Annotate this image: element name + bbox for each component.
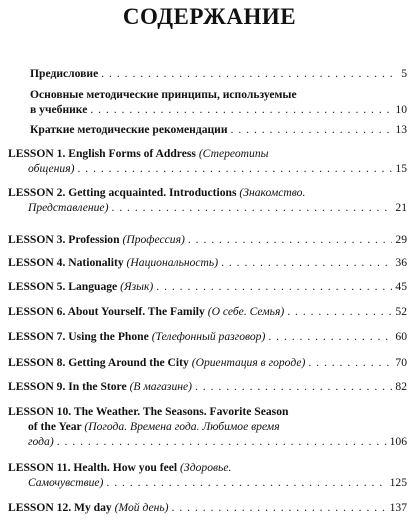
toc-entry-lesson-11 — [8, 460, 407, 490]
toc-page-number: 15 — [395, 162, 407, 175]
toc-entry-principles — [30, 87, 407, 117]
lesson-title: LESSON 5. Language — [8, 280, 118, 293]
toc-page-number: 45 — [395, 280, 407, 293]
lesson-title-continued: of the Year — [28, 420, 82, 433]
lesson-title: LESSON 9. In the Store — [8, 380, 127, 393]
dot-leader — [57, 434, 387, 449]
dot-leader — [111, 200, 392, 215]
lesson-title: LESSON 10. The Weather. The Seasons. Favorite Season — [8, 405, 289, 418]
toc-entry-lesson-9 — [8, 379, 407, 394]
lesson-title: LESSON 12. My day — [8, 501, 112, 514]
toc-page-number: 60 — [395, 330, 407, 343]
dot-leader — [221, 255, 392, 270]
lesson-title: LESSON 1. English Forms of Address — [8, 147, 196, 160]
lesson-translation: (Стереотипы — [198, 147, 269, 160]
toc-page-number: 10 — [395, 103, 407, 116]
lesson-title: LESSON 3. Profession — [8, 233, 120, 246]
toc-page-number: 125 — [389, 476, 407, 489]
dot-leader — [172, 500, 387, 515]
toc-entry-text: Предисловие — [30, 67, 99, 80]
lesson-translation: (Здоровье. — [180, 461, 232, 474]
toc-entry-lesson-12 — [8, 500, 407, 515]
toc-page-number: 137 — [389, 501, 407, 514]
lesson-translation: (Погода. Времена года. Любимое время — [84, 420, 280, 433]
toc-entry-lesson-7 — [8, 329, 407, 344]
lesson-title: LESSON 2. Getting acquainted. Introductions — [8, 186, 237, 199]
toc-entry-lesson-6 — [8, 304, 407, 319]
toc-entry-lesson-4 — [8, 255, 407, 270]
lesson-translation: (Телефонный разговор) — [151, 330, 266, 343]
dot-leader — [106, 475, 386, 490]
toc-entry-lesson-5 — [8, 279, 407, 294]
lesson-translation-continued: Представление) — [28, 201, 109, 214]
toc-page-number: 106 — [389, 435, 407, 448]
lesson-translation: (О себе. Семья) — [207, 305, 285, 318]
toc-page-number: 36 — [395, 256, 407, 269]
toc-entry-lesson-2 — [8, 185, 407, 215]
toc-entry-lesson-1 — [8, 146, 407, 176]
lesson-title: LESSON 7. Using the Phone — [8, 330, 149, 343]
lesson-translation: (Язык) — [120, 280, 154, 293]
dot-leader — [268, 329, 392, 344]
lesson-translation: (Национальность) — [126, 256, 219, 269]
toc-entry-lesson-3 — [8, 232, 407, 247]
lesson-translation-continued: года) — [28, 435, 54, 448]
toc-entry-text: Основные методические принципы, используемые — [30, 88, 297, 101]
toc-entry-text-continued: в учебнике — [30, 103, 88, 116]
toc-entry-recommendations — [30, 122, 407, 137]
dot-leader — [231, 122, 393, 137]
toc-page-number: 29 — [395, 233, 407, 246]
dot-leader — [90, 102, 392, 117]
toc-entry-lesson-10 — [8, 404, 407, 449]
dot-leader — [156, 279, 392, 294]
toc-page-number: 21 — [395, 201, 407, 214]
toc-entry-text: Краткие методические рекомендации — [30, 123, 228, 136]
toc-entry-preface — [30, 66, 407, 81]
lesson-title: LESSON 11. Health. How you feel — [8, 461, 178, 474]
lesson-translation-continued: общения) — [28, 162, 75, 175]
lesson-translation: (Профессия) — [122, 233, 185, 246]
toc-entry-lesson-8 — [8, 355, 407, 370]
lesson-translation: (Знакомство. — [239, 186, 306, 199]
dot-leader — [308, 355, 392, 370]
lesson-translation: (Мой день) — [114, 501, 169, 514]
toc-page-number: 52 — [395, 305, 407, 318]
toc-page-number: 70 — [395, 356, 407, 369]
dot-leader — [77, 161, 392, 176]
page-title: СОДЕРЖАНИЕ — [122, 4, 297, 29]
lesson-translation-continued: Самочувствие) — [28, 476, 104, 489]
toc-page-number: 82 — [395, 380, 407, 393]
toc-page-number: 13 — [395, 123, 407, 136]
lesson-title: LESSON 8. Getting Around the City — [8, 356, 189, 369]
dot-leader — [101, 66, 398, 81]
lesson-title: LESSON 4. Nationality — [8, 256, 124, 269]
toc-page-number: 5 — [401, 67, 407, 80]
lesson-translation: (Ориентация в городе) — [191, 356, 306, 369]
lesson-translation: (В магазине) — [129, 380, 192, 393]
dot-leader — [195, 379, 392, 394]
dot-leader — [188, 232, 393, 247]
dot-leader — [287, 304, 392, 319]
lesson-title: LESSON 6. About Yourself. The Family — [8, 305, 205, 318]
